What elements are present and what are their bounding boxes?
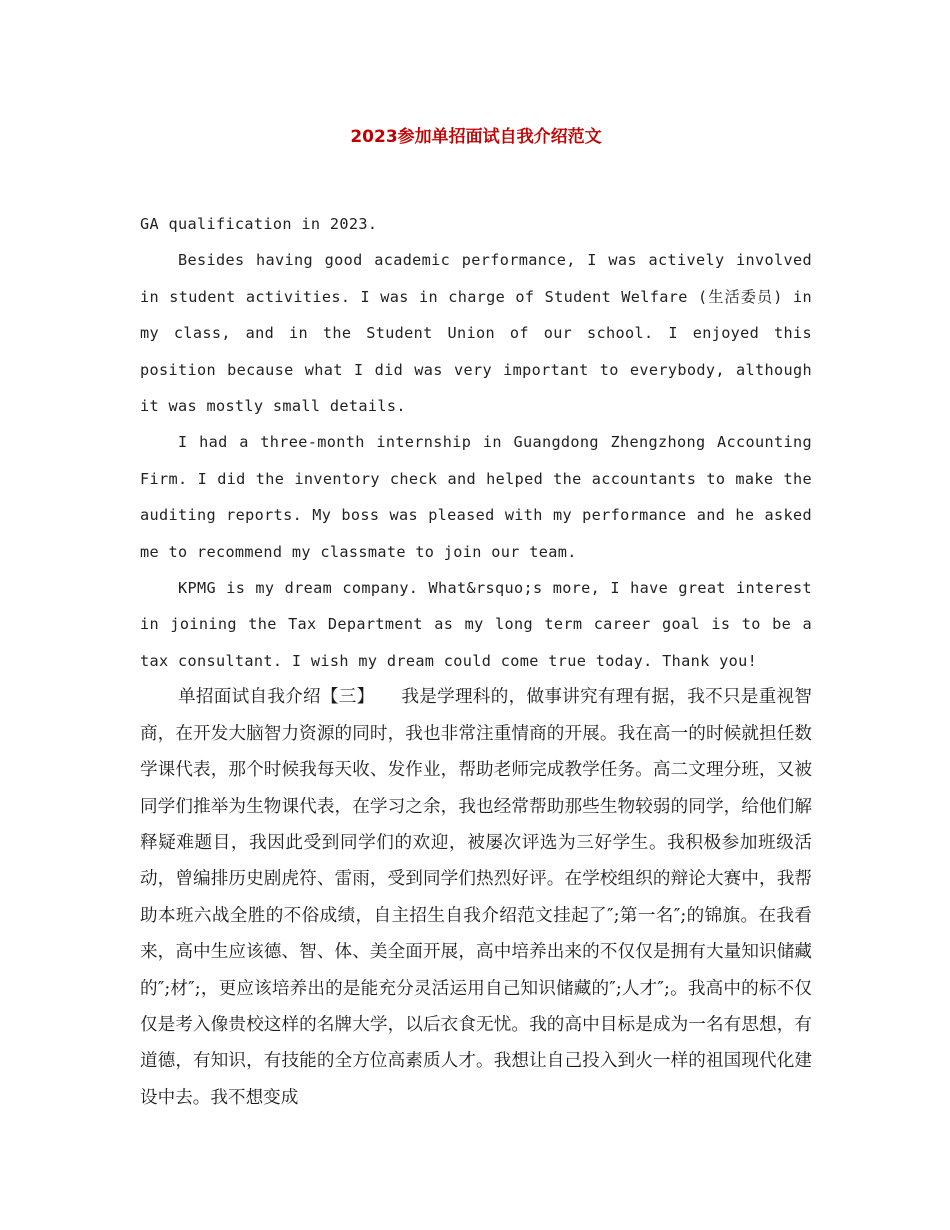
document-title: 2023参加单招面试自我介绍范文 [350,127,602,147]
paragraph-4: KPMG is my dream company. What&rsquo;s more, I have great interest in joining the Tax Department as my long term career goal is to be a tax consultant. I wish my dream could come true today. Thank you! [140,579,812,670]
paragraph-1: GA qualification in 2023. [140,215,378,233]
paragraph-2: Besides having good academic performance, I was actively involved in student activities. I was in charge of Student Welfare (生活委员) in my class, and in the Student Union of our school. I enjoyed this position because what I did was very important to everybody, although it was mostly small details. [140,251,812,416]
paragraph-3: I had a three-month internship in Guangdong Zhengzhong Accounting Firm. I did the inventory check and helped the accountants to make the auditing reports. My boss was pleased with my performance and he asked me to recommend my classmate to join our team. [140,433,812,561]
paragraph-5: 单招面试自我介绍【三】 我是学理科的，做事讲究有理有据，我不只是重视智商，在开发大脑智力资源的同时，我也非常注重情商的开展。我在高一的时候就担任数学课代表，那个时候我每天收、发作业，帮助老师完成教学任务。高二文理分班，又被同学们推举为生物课代表，在学习之余，我也经常帮助那些生物较弱的同学，给他们解释疑难题目，我因此受到同学们的欢迎，被屡次评选为三好学生。我积极参加班级活动，曾编排历史剧虎符、雷雨，受到同学们热烈好评。在学校组织的辩论大赛中，我帮助本班六战全胜的不俗成绩，自主招生自我介绍范文挂起了″;第一名″;的锦旗。在我看来，高中生应该德、智、体、美全面开展，高中培养出来的不仅仅是拥有大量知识储藏的″;材″;，更应该培养出的是能充分灵活运用自己知识储藏的″;人才″;。我高中的标不仅仅是考入像贵校这样的名牌大学，以后衣食无忧。我的高中目标是成为一名有思想，有道德，有知识，有技能的全方位高素质人才。我想让自己投入到火一样的祖国现代化建设中去。我不想变成 [140,687,812,1108]
